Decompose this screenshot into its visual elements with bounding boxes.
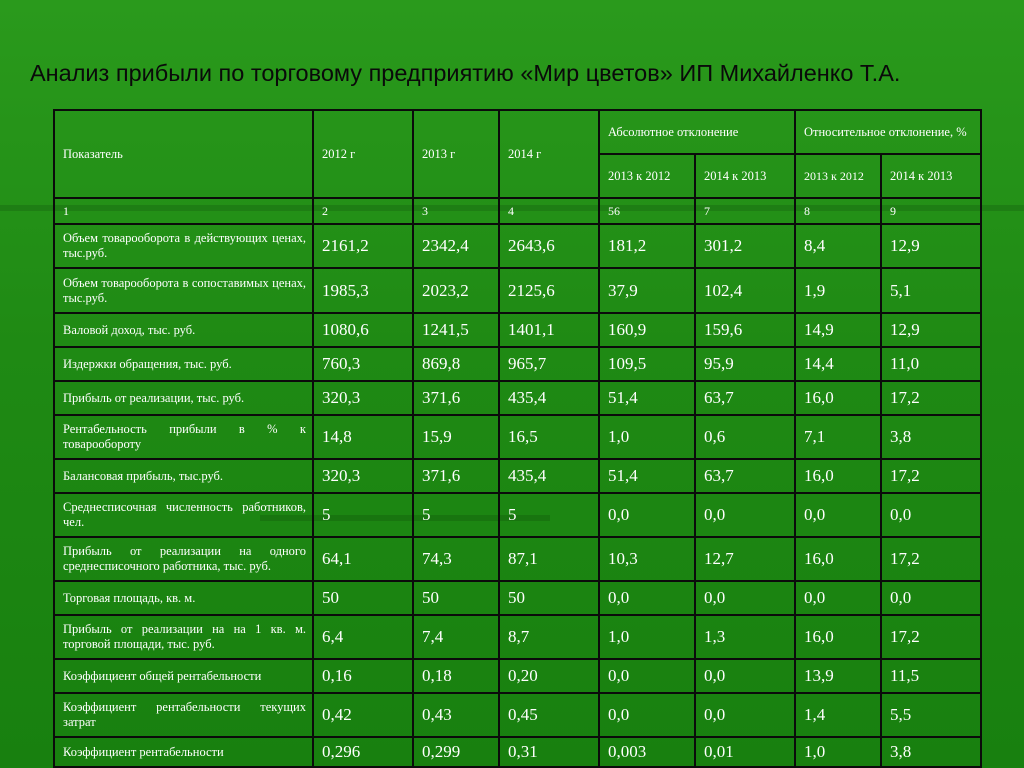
row-value: 5,1 <box>881 268 981 313</box>
row-value: 0,01 <box>695 737 795 767</box>
row-value: 159,6 <box>695 313 795 347</box>
row-value: 0,0 <box>599 659 695 693</box>
header-rel-2014-vs-2013: 2014 к 2013 <box>881 154 981 198</box>
row-value: 1,4 <box>795 693 881 737</box>
row-label: Коэффициент рентабельности <box>54 737 313 767</box>
row-value: 0,0 <box>695 693 795 737</box>
row-value: 63,7 <box>695 459 795 493</box>
row-value: 14,8 <box>313 415 413 459</box>
row-value: 109,5 <box>599 347 695 381</box>
table-row <box>54 493 981 537</box>
row-label: Рентабельность прибыли в % к товарообороту <box>54 415 313 459</box>
row-value: 16,0 <box>795 615 881 659</box>
row-value: 2643,6 <box>499 224 599 268</box>
row-value: 7,1 <box>795 415 881 459</box>
row-value: 0,0 <box>599 493 695 537</box>
row-value: 0,0 <box>795 581 881 615</box>
table-row <box>54 615 981 659</box>
row-value: 87,1 <box>499 537 599 581</box>
row-value: 320,3 <box>313 381 413 415</box>
row-label: Валовой доход, тыс. руб. <box>54 313 313 347</box>
row-value: 0,0 <box>795 493 881 537</box>
row-value: 435,4 <box>499 381 599 415</box>
row-label: Коэффициент рентабельности текущих затрат <box>54 693 313 737</box>
row-value: 102,4 <box>695 268 795 313</box>
row-value: 16,0 <box>795 537 881 581</box>
col-number: 9 <box>881 198 981 224</box>
header-indicator: Показатель <box>54 110 313 198</box>
row-value: 50 <box>313 581 413 615</box>
row-value: 0,45 <box>499 693 599 737</box>
row-value: 12,7 <box>695 537 795 581</box>
row-value: 14,4 <box>795 347 881 381</box>
row-value: 5 <box>413 493 499 537</box>
row-value: 1401,1 <box>499 313 599 347</box>
col-number: 2 <box>313 198 413 224</box>
row-value: 0,0 <box>599 581 695 615</box>
row-value: 0,0 <box>599 693 695 737</box>
row-value: 17,2 <box>881 615 981 659</box>
row-value: 0,42 <box>313 693 413 737</box>
row-value: 1241,5 <box>413 313 499 347</box>
table-row <box>54 459 981 493</box>
header-abs-2013-vs-2012: 2013 к 2012 <box>599 154 695 198</box>
row-label: Среднесписочная численность работников, чел. <box>54 493 313 537</box>
row-value: 17,2 <box>881 537 981 581</box>
row-value: 0,31 <box>499 737 599 767</box>
table-row <box>54 659 981 693</box>
row-label: Издержки обращения, тыс. руб. <box>54 347 313 381</box>
row-label: Прибыль от реализации, тыс. руб. <box>54 381 313 415</box>
table-row <box>54 581 981 615</box>
row-value: 965,7 <box>499 347 599 381</box>
row-value: 15,9 <box>413 415 499 459</box>
row-label: Торговая площадь, кв. м. <box>54 581 313 615</box>
row-value: 12,9 <box>881 313 981 347</box>
row-value: 11,0 <box>881 347 981 381</box>
row-value: 0,0 <box>881 581 981 615</box>
column-numbers-row <box>54 198 981 224</box>
row-value: 5,5 <box>881 693 981 737</box>
header-2013: 2013 г <box>413 110 499 198</box>
row-value: 1,0 <box>599 615 695 659</box>
row-value: 16,5 <box>499 415 599 459</box>
table-row <box>54 737 981 767</box>
row-value: 2125,6 <box>499 268 599 313</box>
row-value: 1,3 <box>695 615 795 659</box>
row-value: 1,0 <box>795 737 881 767</box>
col-number: 4 <box>499 198 599 224</box>
row-value: 37,9 <box>599 268 695 313</box>
row-value: 5 <box>313 493 413 537</box>
row-value: 2023,2 <box>413 268 499 313</box>
row-label: Балансовая прибыль, тыс.руб. <box>54 459 313 493</box>
row-value: 320,3 <box>313 459 413 493</box>
row-value: 13,9 <box>795 659 881 693</box>
row-value: 50 <box>499 581 599 615</box>
header-abs-2014-vs-2013: 2014 к 2013 <box>695 154 795 198</box>
profit-analysis-table <box>53 109 982 768</box>
row-value: 0,0 <box>695 493 795 537</box>
row-value: 160,9 <box>599 313 695 347</box>
row-value: 2342,4 <box>413 224 499 268</box>
row-label: Объем товарооборота в сопоставимых ценах, тыс.руб. <box>54 268 313 313</box>
row-value: 181,2 <box>599 224 695 268</box>
row-value: 371,6 <box>413 459 499 493</box>
header-rel-2013-vs-2012: 2013 к 2012 <box>795 154 881 198</box>
table-row <box>54 224 981 268</box>
row-value: 7,4 <box>413 615 499 659</box>
table-row <box>54 537 981 581</box>
row-value: 435,4 <box>499 459 599 493</box>
row-value: 1,0 <box>599 415 695 459</box>
row-value: 14,9 <box>795 313 881 347</box>
row-value: 10,3 <box>599 537 695 581</box>
row-value: 0,20 <box>499 659 599 693</box>
row-value: 0,18 <box>413 659 499 693</box>
row-value: 17,2 <box>881 381 981 415</box>
row-value: 1,9 <box>795 268 881 313</box>
row-value: 869,8 <box>413 347 499 381</box>
row-value: 0,16 <box>313 659 413 693</box>
row-value: 63,7 <box>695 381 795 415</box>
row-label: Прибыль от реализации на на 1 кв. м. торговой площади, тыс. руб. <box>54 615 313 659</box>
table-row <box>54 268 981 313</box>
row-value: 12,9 <box>881 224 981 268</box>
col-number: 3 <box>413 198 499 224</box>
row-value: 0,6 <box>695 415 795 459</box>
table-row <box>54 415 981 459</box>
table-row <box>54 347 981 381</box>
table-row <box>54 313 981 347</box>
table-row <box>54 693 981 737</box>
row-value: 0,0 <box>881 493 981 537</box>
row-value: 51,4 <box>599 459 695 493</box>
slide-title: Анализ прибыли по торговому предприятию «Мир цветов» ИП Михайленко Т.А. <box>30 60 901 86</box>
col-number: 56 <box>599 198 695 224</box>
row-value: 16,0 <box>795 459 881 493</box>
row-value: 0,299 <box>413 737 499 767</box>
row-value: 16,0 <box>795 381 881 415</box>
row-label: Коэффициент общей рентабельности <box>54 659 313 693</box>
row-value: 2161,2 <box>313 224 413 268</box>
col-number: 7 <box>695 198 795 224</box>
row-value: 3,8 <box>881 415 981 459</box>
row-value: 50 <box>413 581 499 615</box>
row-value: 8,4 <box>795 224 881 268</box>
row-value: 371,6 <box>413 381 499 415</box>
row-value: 0,0 <box>695 659 795 693</box>
header-2014: 2014 г <box>499 110 599 198</box>
row-value: 760,3 <box>313 347 413 381</box>
header-2012: 2012 г <box>313 110 413 198</box>
row-value: 1080,6 <box>313 313 413 347</box>
row-value: 17,2 <box>881 459 981 493</box>
row-value: 0,296 <box>313 737 413 767</box>
row-value: 74,3 <box>413 537 499 581</box>
col-number: 1 <box>54 198 313 224</box>
table-row <box>54 381 981 415</box>
col-number: 8 <box>795 198 881 224</box>
row-value: 0,003 <box>599 737 695 767</box>
row-value: 8,7 <box>499 615 599 659</box>
row-value: 64,1 <box>313 537 413 581</box>
row-value: 1985,3 <box>313 268 413 313</box>
header-abs-deviation: Абсолютное отклонение <box>599 110 795 154</box>
row-value: 0,0 <box>695 581 795 615</box>
row-value: 0,43 <box>413 693 499 737</box>
row-value: 3,8 <box>881 737 981 767</box>
row-label: Прибыль от реализации на одного среднесписочного работника, тыс. руб. <box>54 537 313 581</box>
row-value: 5 <box>499 493 599 537</box>
row-value: 95,9 <box>695 347 795 381</box>
row-value: 301,2 <box>695 224 795 268</box>
row-value: 6,4 <box>313 615 413 659</box>
row-label: Объем товарооборота в действующих ценах, тыс.руб. <box>54 224 313 268</box>
row-value: 51,4 <box>599 381 695 415</box>
row-value: 11,5 <box>881 659 981 693</box>
header-rel-deviation: Относительное отклонение, % <box>795 110 981 154</box>
